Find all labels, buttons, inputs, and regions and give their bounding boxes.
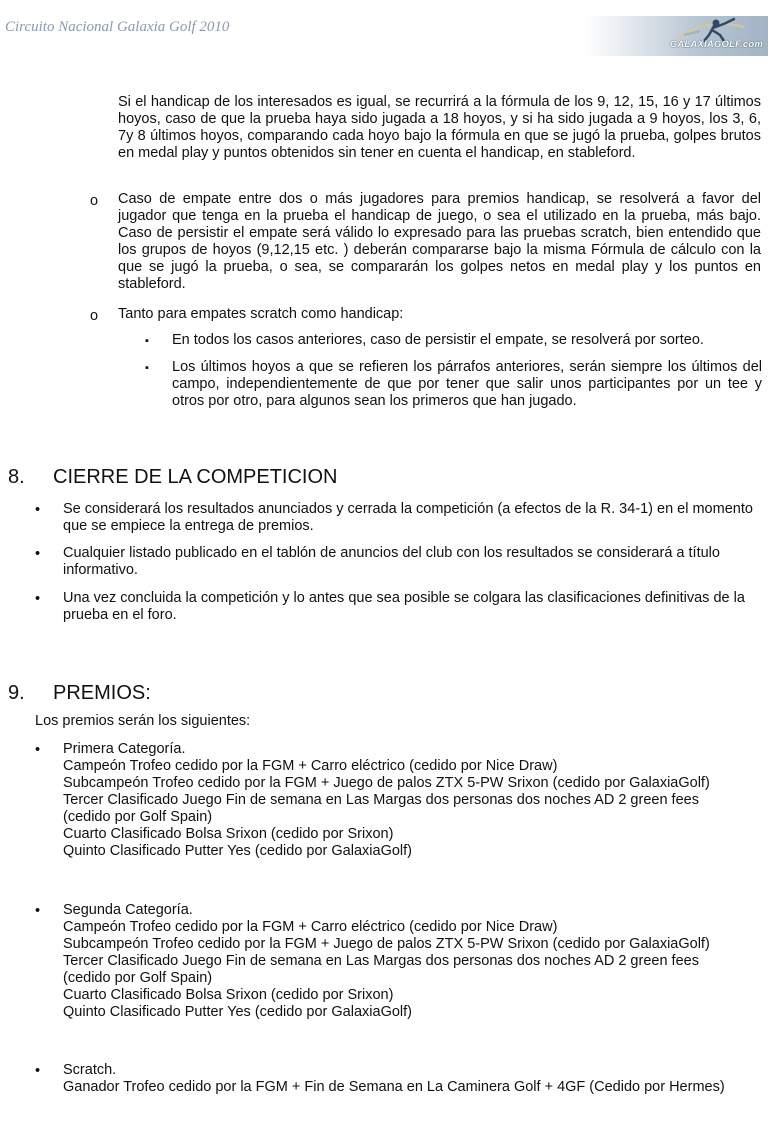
bullet: • [35,591,41,607]
bullet: • [35,502,41,518]
prize-line: Tercer Clasificado Juego Fin de semana en Las Margas dos personas dos noches AD 2 green fees [63,792,699,808]
logo-text: GALAXIAGOLF.com [669,39,763,50]
category-name: Primera Categoría. [63,741,186,757]
circle-bullet: o [90,193,99,209]
section-9-title: PREMIOS: [53,682,151,704]
bullet: • [35,903,41,919]
both-ties-rule: Tanto para empates scratch como handicap: [118,306,404,322]
section-8-bullet: Se considerará los resultados anunciados y cerrada la competición (a efectos de la R. 34-1) en el momento que se empiece la entrega de premios. [63,501,753,534]
prize-line: (cedido por Golf Spain) [63,970,213,986]
handicap-tie-rule: Caso de empate entre dos o más jugadores para premios handicap, se resolverá a favor del jugador que tenga en la prueba el handicap de juego, o sea el utilizado en la prueba, más bajo. Caso de persistir el empate será válido lo expresado para las pruebas scratch, bien entendido que los grupos de hoyos (9,12,15 etc. ) deberán compararse bajo la misma Fórmula de cálculo con la que se jugó la prueba, o sea, se compararán los golpes netos en medal play y los puntos en stableford. [118,191,761,292]
prize-line: Quinto Clasificado Putter Yes (cedido por GalaxiaGolf) [63,1004,412,1020]
prize-line: Subcampeón Trofeo cedido por la FGM + Juego de palos ZTX 5-PW Srixon (cedido por GalaxiaGolf) [63,936,710,952]
prize-line: Cuarto Clasificado Bolsa Srixon (cedido por Srixon) [63,987,394,1003]
document-header-title: Circuito Nacional Galaxia Golf 2010 [5,19,230,35]
prize-line: Ganador Trofeo cedido por la FGM + Fin de Semana en La Caminera Golf + 4GF (Cedido por Hermes) [63,1079,725,1095]
prize-line: Cuarto Clasificado Bolsa Srixon (cedido por Srixon) [63,826,394,842]
section-8-bullet: Cualquier listado publicado en el tablón de anuncios del club con los resultados se considerará a título informativo. [63,545,720,578]
prize-category-scratch [63,1062,725,1096]
prize-line: Subcampeón Trofeo cedido por la FGM + Juego de palos ZTX 5-PW Srixon (cedido por GalaxiaGolf) [63,775,710,791]
prizes-intro: Los premios serán los siguientes: [35,713,251,729]
category-name: Scratch. [63,1062,117,1078]
prize-category-second [63,902,710,1021]
section-8-bullet: Una vez concluida la competición y lo antes que sea posible se colgara las clasificaciones definitivas de la prueba en el foro. [63,590,745,623]
circle-bullet: o [90,308,99,324]
tie-sub-item: Los últimos hoyos a que se refieren los párrafos anteriores, serán siempre los últimos del campo, independientemente de que por tener que salir unos participantes por un tee y otros por otro, para algunos sean los primeros que han jugado. [172,359,762,409]
prize-category-first [63,741,710,860]
prize-line: Tercer Clasificado Juego Fin de semana en Las Margas dos personas dos noches AD 2 green fees [63,953,699,969]
section-8-number: 8. [8,466,25,488]
bullet: • [35,742,41,758]
category-name: Segunda Categoría. [63,902,193,918]
handicap-tie-paragraph: Si el handicap de los interesados es igual, se recurrirá a la fórmula de los 9, 12, 15, 16 y 17 últimos hoyos, caso de que la prueba haya sido jugada a 18 hoyos, y si ha sido jugada a 9 hoyos, los 3, 6, 7y 8 últimos hoyos, comparando cada hoyo bajo la fórmula en que se jugó la prueba, golpes brutos en medal play y puntos obtenidos sin tener en cuenta el handicap, en stableford. [118,94,761,161]
prize-line: Campeón Trofeo cedido por la FGM + Carro eléctrico (cedido por Nice Draw) [63,919,558,935]
bullet: • [35,1063,41,1079]
square-bullet: ▪ [145,362,149,374]
galaxiagolf-logo [584,16,768,56]
section-9-number: 9. [8,682,25,704]
bullet: • [35,546,41,562]
prize-line: (cedido por Golf Spain) [63,809,213,825]
square-bullet: ▪ [145,335,149,347]
tie-sub-item: En todos los casos anteriores, caso de persistir el empate, se resolverá por sorteo. [172,332,704,348]
prize-line: Campeón Trofeo cedido por la FGM + Carro eléctrico (cedido por Nice Draw) [63,758,558,774]
prize-line: Quinto Clasificado Putter Yes (cedido por GalaxiaGolf) [63,843,412,859]
section-8-title: CIERRE DE LA COMPETICION [53,466,338,488]
